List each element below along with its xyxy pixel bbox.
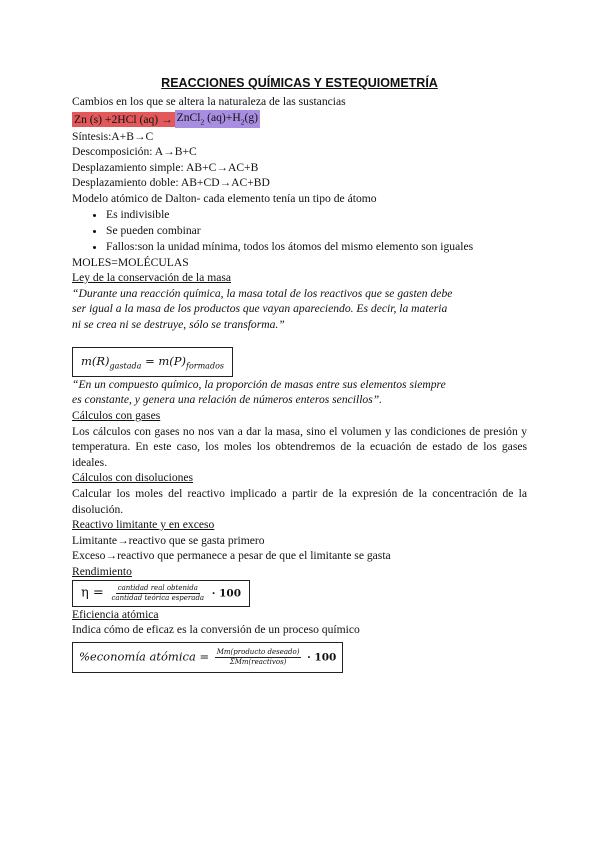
- fraction-numerator: Mm(producto deseado): [216, 647, 300, 656]
- dalton-heading: Modelo atómico de Dalton- cada elemento tenía un tipo de átomo: [72, 191, 377, 205]
- fraction-denominator: cantidad teórica esperada: [111, 593, 205, 602]
- economia-atomica-formula: [72, 642, 343, 673]
- proust-quote-line: es constante, y genera una relación de números enteros sencillos”.: [72, 393, 383, 407]
- eficiencia-text: Indica cómo de eficaz es la conversión de un proceso químico: [72, 623, 360, 637]
- economia-fraction: [215, 648, 302, 667]
- proust-quote-line: “En un compuesto químico, la proporción de masas entre sus elementos siempre: [72, 377, 446, 391]
- ley-masa-heading: Ley de la conservación de la masa: [72, 271, 232, 285]
- moles-text: MOLES=MOLÉCULAS: [72, 255, 189, 269]
- eficiencia-heading: Eficiencia atómica: [72, 607, 159, 621]
- product-zncl-sub: 2: [200, 117, 205, 127]
- rendimiento-formula: [72, 580, 250, 607]
- economia-symbol: %economía atómica =: [79, 649, 210, 664]
- document-page: [72, 74, 527, 673]
- rendimiento-fraction: [109, 584, 206, 603]
- exceso-line: Exceso→reactivo que permanece a pesar de que el limitante se gasta: [72, 549, 391, 563]
- formula-mr: m(R): [81, 353, 110, 368]
- fraction-denominator: ΣMm(reactivos): [229, 657, 287, 666]
- product-mid: (aq)+H: [204, 111, 241, 125]
- reaction-synthesis: Síntesis:A+B→C: [72, 129, 154, 143]
- gases-heading: Cálculos con gases: [72, 409, 161, 423]
- equation-products: [175, 110, 260, 127]
- list-item: • Fallos:son la unidad mínima, todos los átomos del mismo elemento son iguales: [106, 239, 527, 255]
- list-item: • Se pueden combinar: [106, 223, 527, 239]
- product-end: (g): [244, 111, 258, 125]
- product-h-sub: 2: [240, 117, 245, 127]
- ley-masa-quote-line: “Durante una reacción química, la masa total de los reactivos que se gasten debe: [72, 286, 453, 300]
- reaction-double-displacement: Desplazamiento doble: AB+CD→AC+BD: [72, 176, 270, 190]
- fraction-numerator: cantidad real obtenida: [117, 583, 198, 592]
- ley-masa-quote-line: ser igual a la masa de los productos que vayan apareciendo. Es decir, la materia: [72, 302, 448, 316]
- intro-text: Cambios en los que se altera la naturaleza de las sustancias: [72, 95, 346, 108]
- limitante-heading: Reactivo limitante y en exceso: [72, 518, 215, 532]
- factor-100: · 100: [307, 651, 337, 664]
- product-zncl: ZnCl: [176, 111, 201, 125]
- formula-mp: = m(P): [141, 353, 186, 368]
- reaction-decomposition: Descomposición: A→B+C: [72, 145, 197, 159]
- disoluciones-text: Calcular los moles del reactivo implicado a partir de la expresión de la concentración de la disolución.: [72, 486, 527, 516]
- rendimiento-heading: Rendimiento: [72, 564, 132, 578]
- chemical-equation: [72, 110, 527, 129]
- dalton-list: [72, 207, 527, 255]
- equation-reactants: Zn (s) +2HCl (aq) →: [74, 112, 173, 126]
- formula-formados: formados: [185, 360, 224, 370]
- list-item: • Es indivisible: [106, 207, 527, 223]
- reaction-simple-displacement: Desplazamiento simple: AB+C→AC+B: [72, 160, 259, 174]
- eta-symbol: η =: [81, 585, 104, 601]
- formula-gastada: gastada: [109, 360, 142, 370]
- limitante-line: Limitante→reactivo que se gasta primero: [72, 533, 265, 547]
- disoluciones-heading: Cálculos con disoluciones: [72, 471, 194, 485]
- page-title: REACCIONES QUÍMICAS Y ESTEQUIOMETRÍA: [161, 76, 438, 90]
- ley-masa-quote-line: ni se crea ni se destruye, sólo se transforma.”: [72, 317, 285, 331]
- gases-text: Los cálculos con gases no nos van a dar la masa, sino el volumen y las condiciones de presión y temperatura. En este caso, los moles los obtendremos de la ecuación de estado de los gases ideales.: [72, 424, 527, 469]
- factor-100: · 100: [211, 587, 241, 600]
- mass-conservation-formula: [72, 347, 233, 377]
